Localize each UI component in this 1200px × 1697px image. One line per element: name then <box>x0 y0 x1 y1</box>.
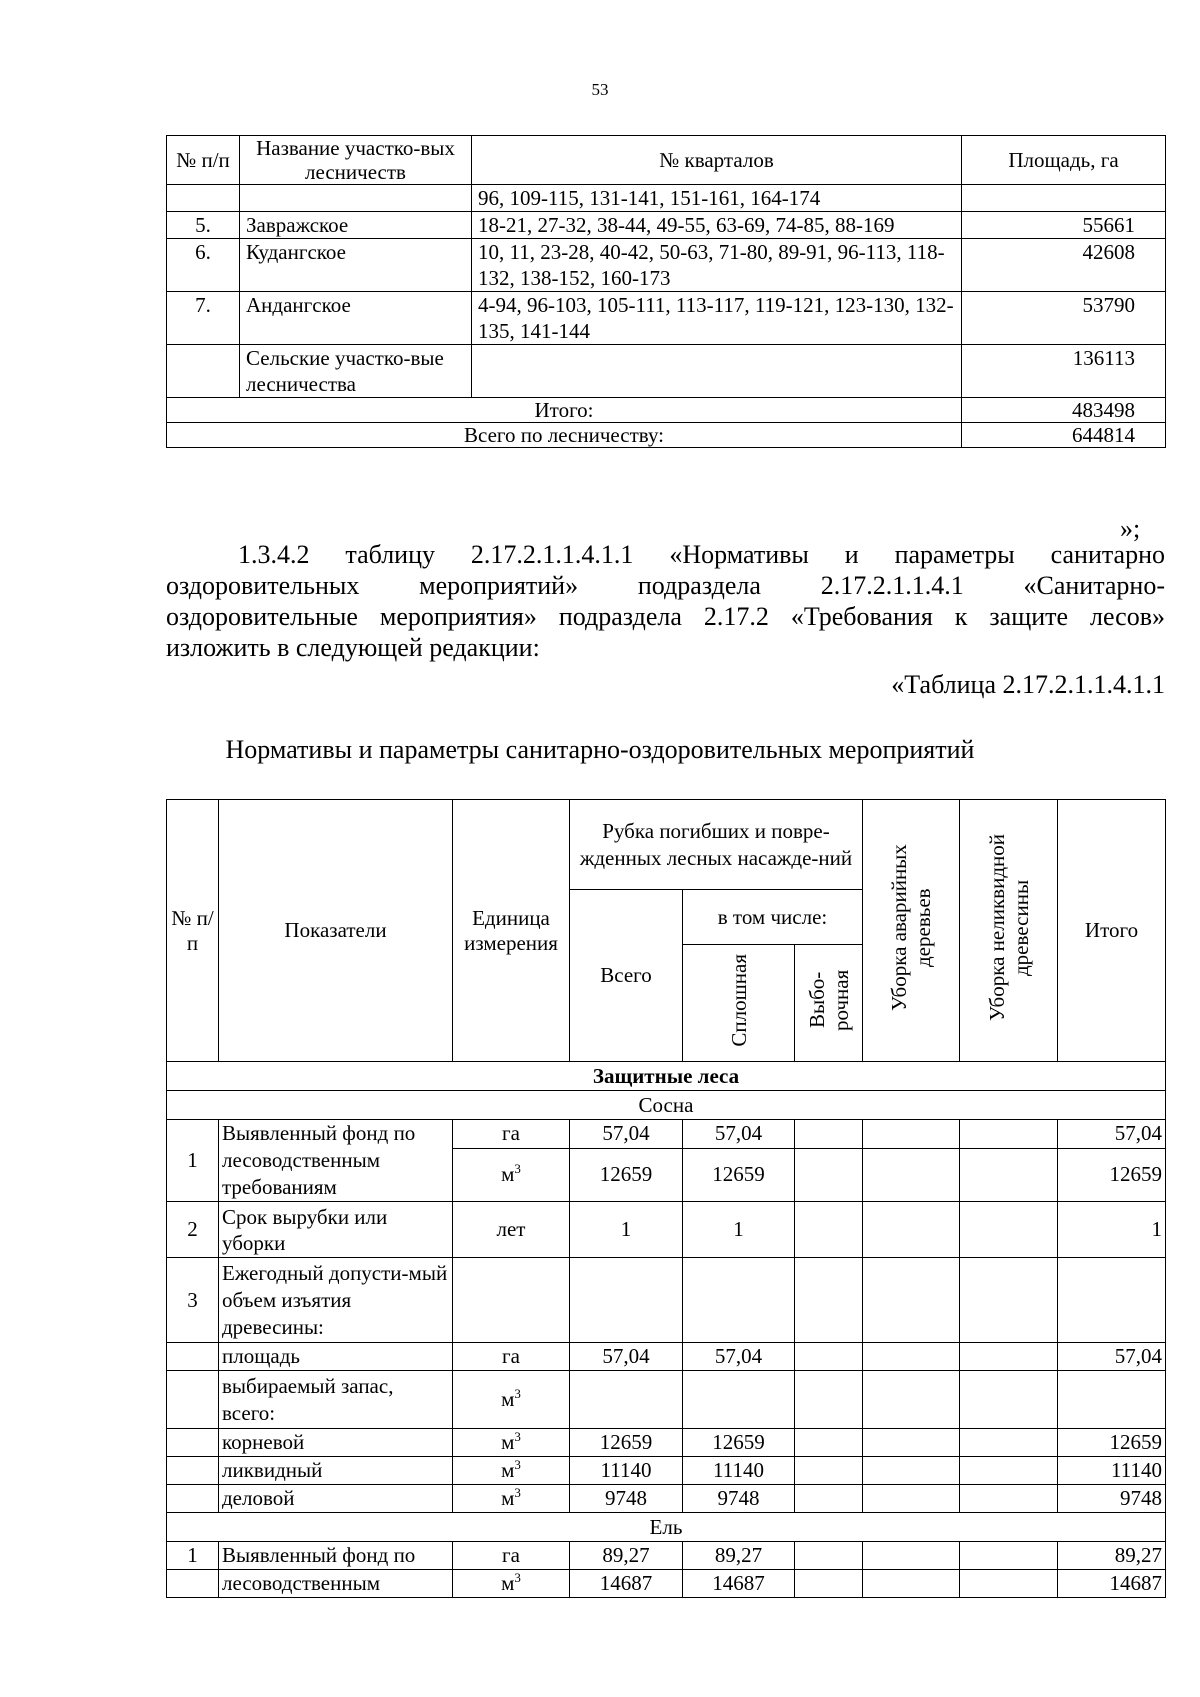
header-incl: в том числе: <box>683 890 863 945</box>
row-clear <box>683 1371 795 1429</box>
unit-exponent: 3 <box>514 1161 521 1177</box>
table-row <box>167 1258 1166 1343</box>
row-unit: га <box>453 1542 570 1570</box>
row-total: 9748 <box>1058 1485 1166 1513</box>
cell-name: Андангское <box>240 292 472 345</box>
row-clear: 9748 <box>683 1485 795 1513</box>
section-row <box>167 1062 1166 1091</box>
unit-exponent: 3 <box>514 1485 521 1500</box>
row-unit <box>453 1429 570 1457</box>
header-emergency-text: Уборка аварийных деревьев <box>887 844 935 1011</box>
row-label: деловой <box>219 1485 453 1513</box>
row-total: 12659 <box>1058 1148 1166 1201</box>
row-emergency <box>863 1258 960 1343</box>
quote-close: »; <box>1120 514 1141 543</box>
row-all: 1 <box>570 1202 683 1258</box>
cell-area: 53790 <box>962 292 1166 345</box>
table-row <box>167 1202 1166 1258</box>
row-total: 57,04 <box>1058 1120 1166 1149</box>
row-unit: лет <box>453 1202 570 1258</box>
row-clear: 57,04 <box>683 1120 795 1149</box>
row-unit <box>453 1457 570 1485</box>
table-row <box>167 292 1166 345</box>
paragraph-line: оздоровительные мероприятия» подраздела 2.17.2 «Требования к защите лесов» <box>166 602 1165 631</box>
table-row <box>167 345 1166 398</box>
row-clear: 89,27 <box>683 1542 795 1570</box>
col-header-quarters: № кварталов <box>472 136 962 185</box>
row-label: Срок вырубки или уборки <box>219 1202 453 1258</box>
header-emergency <box>863 800 960 1062</box>
row-all <box>570 1258 683 1343</box>
header-unmarketable <box>960 800 1058 1062</box>
row-label: ликвидный <box>219 1457 453 1485</box>
row-label: лесоводственным <box>219 1570 453 1598</box>
row-unit <box>453 1258 570 1343</box>
table-row <box>167 185 1166 212</box>
unit-exponent: 3 <box>514 1457 521 1472</box>
paragraph-line: оздоровительных мероприятий» подраздела 2.17.2.1.1.4.1 «Санитарно- <box>166 571 1165 600</box>
row-clear: 11140 <box>683 1457 795 1485</box>
table-row <box>167 1485 1166 1513</box>
row-label: корневой <box>219 1429 453 1457</box>
row-label: площадь <box>219 1343 453 1371</box>
table-row <box>167 239 1166 292</box>
table-title: Нормативы и параметры санитарно-оздоровительных мероприятий <box>225 735 975 764</box>
row-label: Выявленный фонд по <box>219 1542 453 1570</box>
row-unmarketable <box>960 1457 1058 1485</box>
header-unmarketable-text: Уборка неликвидной древесины <box>984 834 1033 1021</box>
row-unmarketable <box>960 1485 1058 1513</box>
row-num: 2 <box>167 1202 219 1258</box>
section-title: Защитные леса <box>167 1062 1166 1091</box>
unit-exponent: 3 <box>514 1570 521 1585</box>
row-selective <box>795 1343 863 1371</box>
amendment-paragraph <box>166 539 1165 663</box>
grand-total-label: Всего по лесничеству: <box>167 423 962 448</box>
row-emergency <box>863 1570 960 1598</box>
cell-area <box>962 185 1166 212</box>
row-unmarketable <box>960 1258 1058 1343</box>
row-clear: 12659 <box>683 1148 795 1201</box>
unit-exponent: 3 <box>514 1386 521 1401</box>
row-num: 3 <box>167 1258 219 1343</box>
row-total <box>1058 1258 1166 1343</box>
row-selective <box>795 1148 863 1201</box>
cell-quarters: 96, 109-115, 131-141, 151-161, 164-174 <box>472 185 962 212</box>
row-total: 14687 <box>1058 1570 1166 1598</box>
row-unmarketable <box>960 1202 1058 1258</box>
grand-total-value: 644814 <box>962 423 1166 448</box>
row-selective <box>795 1542 863 1570</box>
row-total: 57,04 <box>1058 1343 1166 1371</box>
row-emergency <box>863 1485 960 1513</box>
header-total: Итого <box>1058 800 1166 1062</box>
col-header-num: № п/п <box>167 136 240 185</box>
row-total: 12659 <box>1058 1429 1166 1457</box>
cell-num: 5. <box>167 212 240 239</box>
row-emergency <box>863 1429 960 1457</box>
row-selective <box>795 1485 863 1513</box>
header-unit: Единица измерения <box>453 800 570 1062</box>
header-selective <box>795 945 863 1062</box>
row-selective <box>795 1258 863 1343</box>
unit-text: м <box>501 1458 515 1482</box>
row-num <box>167 1429 219 1457</box>
row-unmarketable <box>960 1429 1058 1457</box>
cell-name <box>240 185 472 212</box>
table-row <box>167 212 1166 239</box>
row-all: 11140 <box>570 1457 683 1485</box>
cell-num <box>167 345 240 398</box>
paragraph-line: 1.3.4.2 таблицу 2.17.2.1.1.4.1.1 «Нормативы и параметры санитарно <box>238 540 1165 569</box>
cell-quarters <box>472 345 962 398</box>
row-unmarketable <box>960 1343 1058 1371</box>
table-row <box>167 1343 1166 1371</box>
row-emergency <box>863 1148 960 1201</box>
table-row <box>167 1570 1166 1598</box>
header-row <box>167 800 1166 890</box>
forestry-areas-table <box>166 135 1166 448</box>
table-row <box>167 1371 1166 1429</box>
row-clear: 14687 <box>683 1570 795 1598</box>
row-unit <box>453 1570 570 1598</box>
species-title: Сосна <box>167 1091 1166 1120</box>
table-row <box>167 1457 1166 1485</box>
cell-name: Сельские участко-вые лесничества <box>240 345 472 398</box>
row-unmarketable <box>960 1120 1058 1149</box>
grand-total-row <box>167 423 1166 448</box>
row-all: 12659 <box>570 1429 683 1457</box>
paragraph-line: изложить в следующей редакции: <box>166 633 540 662</box>
row-num <box>167 1343 219 1371</box>
table-row <box>167 1120 1166 1149</box>
table-row <box>167 1429 1166 1457</box>
row-selective <box>795 1429 863 1457</box>
cell-quarters: 18-21, 27-32, 38-44, 49-55, 63-69, 74-85, 88-169 <box>472 212 962 239</box>
row-emergency <box>863 1202 960 1258</box>
col-header-name: Название участко-вых лесничеств <box>240 136 472 185</box>
row-num: 1 <box>167 1542 219 1570</box>
header-indicators: Показатели <box>219 800 453 1062</box>
row-unmarketable <box>960 1570 1058 1598</box>
species-row <box>167 1513 1166 1542</box>
unit-text: м <box>501 1571 515 1595</box>
cell-name: Кудангское <box>240 239 472 292</box>
row-all: 57,04 <box>570 1120 683 1149</box>
cell-num: 7. <box>167 292 240 345</box>
row-unit: га <box>453 1343 570 1371</box>
header-selective-text: Выбо-рочная <box>804 969 853 1031</box>
unit-text: м <box>501 1486 515 1510</box>
row-unit <box>453 1148 570 1201</box>
row-clear: 57,04 <box>683 1343 795 1371</box>
row-num <box>167 1485 219 1513</box>
row-unmarketable <box>960 1542 1058 1570</box>
table-row <box>167 1542 1166 1570</box>
row-all: 12659 <box>570 1148 683 1201</box>
row-emergency <box>863 1120 960 1149</box>
cell-quarters: 4-94, 96-103, 105-111, 113-117, 119-121, 123-130, 132-135, 141-144 <box>472 292 962 345</box>
row-total <box>1058 1371 1166 1429</box>
row-selective <box>795 1371 863 1429</box>
row-selective <box>795 1457 863 1485</box>
species-row <box>167 1091 1166 1120</box>
row-num: 1 <box>167 1120 219 1202</box>
unit-exponent: 3 <box>514 1429 521 1444</box>
row-selective <box>795 1202 863 1258</box>
row-unmarketable <box>960 1148 1058 1201</box>
row-label: выбираемый запас, всего: <box>219 1371 453 1429</box>
row-total: 11140 <box>1058 1457 1166 1485</box>
cell-name: Завражское <box>240 212 472 239</box>
row-unit <box>453 1485 570 1513</box>
unit-text: м <box>501 1430 515 1454</box>
table-reference: «Таблица 2.17.2.1.1.4.1.1 <box>891 670 1165 699</box>
row-label: Ежегодный допусти-мый объем изъятия древесины: <box>219 1258 453 1343</box>
row-emergency <box>863 1542 960 1570</box>
row-label: Выявленный фонд по лесоводственным требованиям <box>219 1120 453 1202</box>
row-selective <box>795 1120 863 1149</box>
header-clear-text: Сплошная <box>726 953 751 1047</box>
row-num <box>167 1371 219 1429</box>
row-unit <box>453 1371 570 1429</box>
row-all: 9748 <box>570 1485 683 1513</box>
row-clear: 1 <box>683 1202 795 1258</box>
row-selective <box>795 1570 863 1598</box>
row-clear <box>683 1258 795 1343</box>
cell-num: 6. <box>167 239 240 292</box>
row-unmarketable <box>960 1371 1058 1429</box>
col-header-area: Площадь, га <box>962 136 1166 185</box>
species-title: Ель <box>167 1513 1166 1542</box>
cell-area: 136113 <box>962 345 1166 398</box>
page-number: 53 <box>591 80 609 99</box>
row-emergency <box>863 1343 960 1371</box>
row-all: 57,04 <box>570 1343 683 1371</box>
cell-quarters: 10, 11, 23-28, 40-42, 50-63, 71-80, 89-91, 96-113, 118-132, 138-152, 160-173 <box>472 239 962 292</box>
header-total-felling: Всего <box>570 890 683 1062</box>
header-felling: Рубка погибших и повре-жденных лесных насажде-ний <box>570 800 863 890</box>
unit-text: м <box>501 1387 515 1411</box>
row-total: 89,27 <box>1058 1542 1166 1570</box>
row-clear: 12659 <box>683 1429 795 1457</box>
unit-text: м <box>501 1162 515 1187</box>
row-all: 14687 <box>570 1570 683 1598</box>
header-num: № п/п <box>167 800 219 1062</box>
row-total: 1 <box>1058 1202 1166 1258</box>
total-row <box>167 398 1166 423</box>
row-all: 89,27 <box>570 1542 683 1570</box>
cell-num <box>167 185 240 212</box>
row-num <box>167 1457 219 1485</box>
row-num <box>167 1570 219 1598</box>
header-clear <box>683 945 795 1062</box>
row-emergency <box>863 1457 960 1485</box>
total-value: 483498 <box>962 398 1166 423</box>
total-label: Итого: <box>167 398 962 423</box>
cell-area: 42608 <box>962 239 1166 292</box>
cell-area: 55661 <box>962 212 1166 239</box>
row-unit: га <box>453 1120 570 1149</box>
table-header-row <box>167 136 1166 185</box>
sanitary-measures-table <box>166 799 1166 1598</box>
row-emergency <box>863 1371 960 1429</box>
row-all <box>570 1371 683 1429</box>
